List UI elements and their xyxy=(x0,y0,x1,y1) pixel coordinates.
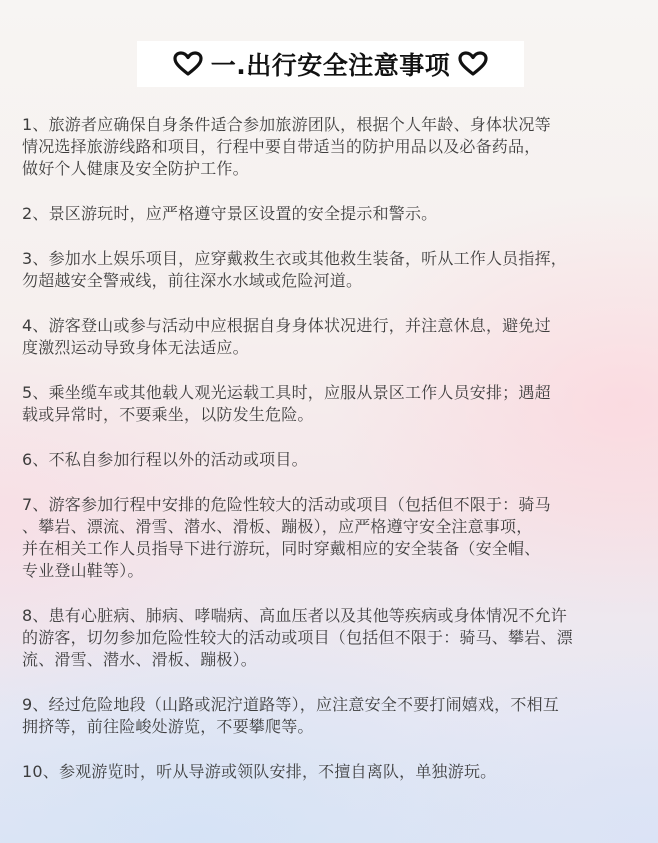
safety-note-item xyxy=(22,248,640,292)
safety-note-line: 9、经过危险地段（山路或泥泞道路等），应注意安全不要打闹嬉戏，不相互 xyxy=(22,695,559,714)
safety-note-line: 勿超越安全警戒线，前往深水水域或危险河道。 xyxy=(22,271,363,290)
safety-note-line: 、攀岩、漂流、滑雪、潜水、滑板、蹦极），应严格遵守安全注意事项， xyxy=(22,517,533,536)
safety-note-line: 流、滑雪、潜水、滑板、蹦极）。 xyxy=(22,650,258,669)
safety-note-line: 的游客，切勿参加危险性较大的活动或项目（包括但不限于：骑马、攀岩、漂 xyxy=(22,628,573,647)
safety-note-item xyxy=(22,315,640,359)
safety-note-item xyxy=(22,761,640,783)
heart-outline-icon xyxy=(458,51,488,77)
safety-note-line: 专业登山鞋等）。 xyxy=(22,561,144,580)
safety-note-line: 拥挤等，前往险峻处游览，不要攀爬等。 xyxy=(22,717,314,736)
safety-note-item xyxy=(22,605,640,671)
safety-note-item xyxy=(22,449,640,471)
safety-note-item xyxy=(22,382,640,426)
safety-note-line: 3、参加水上娱乐项目，应穿戴救生衣或其他救生装备，听从工作人员指挥， xyxy=(22,249,567,268)
safety-note-line: 8、患有心脏病、肺病、哮喘病、高血压者以及其他等疾病或身体情况不允许 xyxy=(22,606,567,625)
safety-notes-list xyxy=(22,114,640,806)
safety-note-item xyxy=(22,203,640,225)
page-title: 一.出行安全注意事项 xyxy=(210,51,451,80)
safety-note-item xyxy=(22,494,640,582)
safety-note-line: 1、旅游者应确保自身条件适合参加旅游团队，根据个人年龄、身体状况等 xyxy=(22,115,551,134)
safety-note-line: 载或异常时，不要乘坐，以防发生危险。 xyxy=(22,405,314,424)
safety-note-line: 10、参观游览时，听从导游或领队安排，不擅自离队，单独游玩。 xyxy=(22,762,497,781)
title-banner xyxy=(137,41,524,87)
safety-note-line: 情况选择旅游线路和项目，行程中要自带适当的防护用品以及必备药品， xyxy=(22,137,541,156)
safety-note-line: 6、不私自参加行程以外的活动或项目。 xyxy=(22,450,308,469)
safety-note-line: 做好个人健康及安全防护工作。 xyxy=(22,159,249,178)
safety-note-line: 7、游客参加行程中安排的危险性较大的活动或项目（包括但不限于：骑马 xyxy=(22,495,551,514)
safety-note-item xyxy=(22,114,640,180)
heart-outline-icon xyxy=(173,51,203,77)
safety-note-item xyxy=(22,694,640,738)
safety-note-line: 并在相关工作人员指导下进行游玩，同时穿戴相应的安全装备（安全帽、 xyxy=(22,539,541,558)
safety-note-line: 5、乘坐缆车或其他载人观光运载工具时，应服从景区工作人员安排；遇超 xyxy=(22,383,551,402)
safety-note-line: 4、游客登山或参与活动中应根据自身身体状况进行，并注意休息，避免过 xyxy=(22,316,551,335)
safety-note-line: 度激烈运动导致身体无法适应。 xyxy=(22,338,249,357)
safety-note-line: 2、景区游玩时，应严格遵守景区设置的安全提示和警示。 xyxy=(22,204,438,223)
